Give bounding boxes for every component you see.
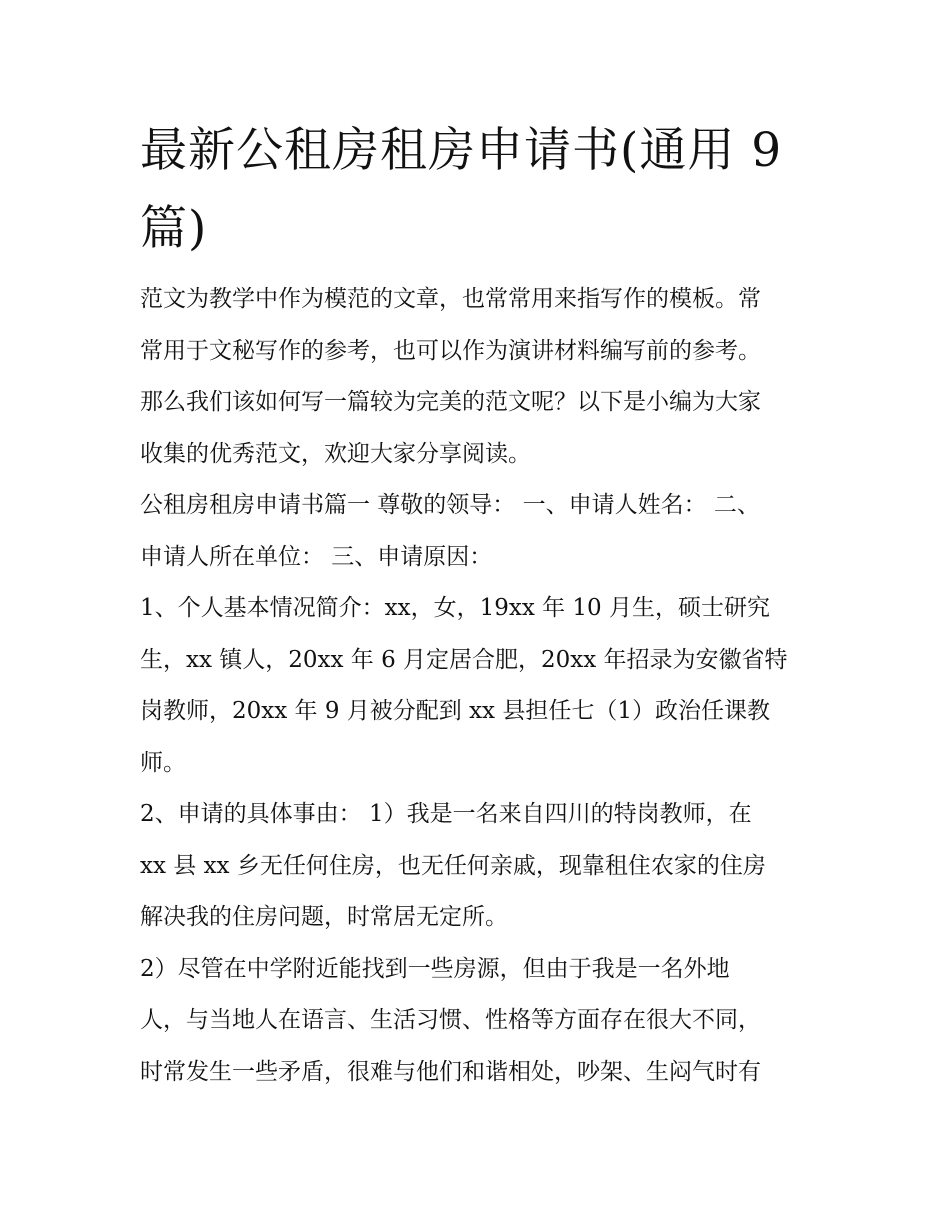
text-line: 解决我的住房问题，时常居无定所。 (140, 904, 508, 930)
text-line: 申请人所在单位： 三、申请原因： (140, 543, 493, 570)
text-line: 公租房租房申请书篇一 尊敬的领导： 一、申请人姓名： 二、 (140, 492, 760, 518)
reason-paragraph-2 (140, 944, 820, 1099)
text-line: 常用于文秘写作的参考，也可以作为演讲材料编写前的参考。 (140, 337, 761, 364)
text-line: 师。 (140, 749, 186, 776)
text-line: 生，xx 镇人，20xx 年 6 月定居合肥，20xx 年招录为安徽省特 (140, 646, 788, 673)
title-line: 最新公租房租房申请书(通用 9 (140, 123, 783, 178)
document-body (140, 274, 820, 1098)
text-line: 人，与当地人在语言、生活习惯、性格等方面存在很大不同， (140, 1007, 761, 1033)
text-line: 岗教师，20xx 年 9 月被分配到 xx 县担任七（1）政治任课教 (140, 698, 770, 724)
text-line: 时常发生一些矛盾，很难与他们和谐相处，吵架、生闷气时有 (140, 1058, 761, 1085)
reason-paragraph-1 (140, 789, 820, 944)
text-line: 收集的优秀范文，欢迎大家分享阅读。 (140, 440, 531, 467)
text-line: 2、申请的具体事由： 1）我是一名来自四川的特岗教师，在 (140, 801, 752, 827)
text-line: 范文为教学中作为模范的文章，也常常用来指写作的模板。常 (140, 286, 761, 312)
text-line: 2）尽管在中学附近能找到一些房源，但由于我是一名外地 (140, 955, 730, 982)
letter-heading-paragraph (140, 480, 820, 583)
text-line: xx 县 xx 乡无任何住房，也无任何亲戚，现靠租住农家的住房 (140, 852, 766, 879)
personal-info-paragraph (140, 583, 820, 789)
document-title (140, 112, 820, 268)
intro-paragraph (140, 274, 820, 480)
text-line: 1、个人基本情况简介：xx，女，19xx 年 10 月生，硕士研究 (140, 595, 770, 621)
title-line: 篇) (140, 201, 208, 256)
text-line: 那么我们该如何写一篇较为完美的范文呢？以下是小编为大家 (140, 389, 761, 415)
